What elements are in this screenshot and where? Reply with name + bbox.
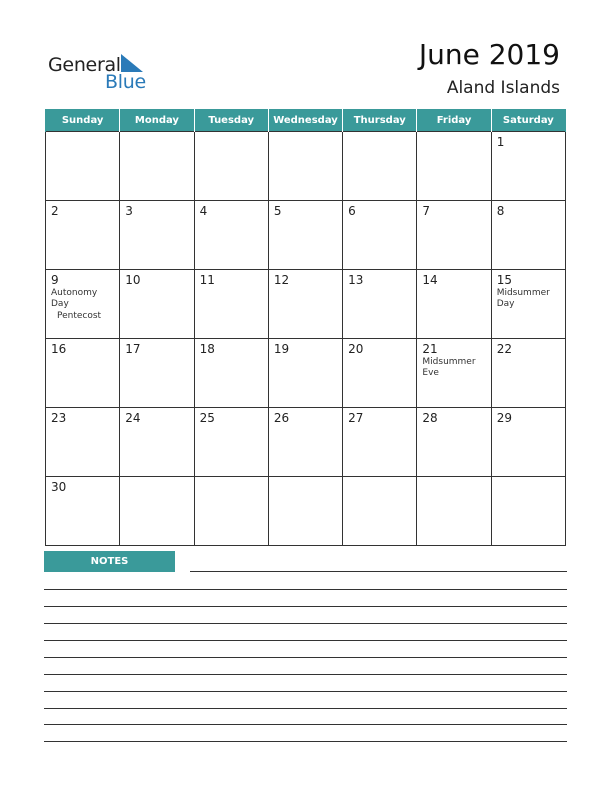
day-number: 28 [422,411,438,425]
calendar-day-cell [46,339,120,408]
holiday-label: Midsummer Eve [422,357,476,378]
weekday-header-row [46,109,566,132]
day-number: 16 [51,342,67,356]
calendar-day-cell [120,408,194,477]
day-number: 20 [348,342,364,356]
holiday-label: Midsummer Day [496,288,550,309]
calendar-day-cell [343,201,417,270]
notes-rule-line [44,623,567,624]
calendar-day-cell [194,201,268,270]
calendar-day-cell [268,477,342,546]
calendar-day-cell [46,201,120,270]
calendar-day-cell [417,201,491,270]
calendar-day-cell [268,201,342,270]
calendar-day-cell [46,408,120,477]
day-number: 6 [348,204,356,218]
weekday-header: Monday [120,109,194,132]
day-number: 26 [273,411,290,425]
notes-rule-line [44,741,567,742]
notes-rule-line [44,724,567,725]
day-number: 25 [199,411,215,425]
day-number: 13 [348,273,364,287]
day-number: 22 [496,342,512,356]
calendar-day-cell [120,201,194,270]
holiday-label: Pentecost [57,311,102,321]
logo-triangle-icon [121,54,143,72]
day-number: 12 [273,273,290,287]
day-number: 1 [496,135,505,149]
day-number: 19 [273,342,290,356]
calendar-day-cell [120,132,194,201]
calendar-week-row [46,270,566,339]
day-number: 2 [51,204,59,218]
calendar-day-cell [120,270,194,339]
weekday-header: Sunday [46,109,120,132]
calendar-day-cell [491,270,565,339]
notes-rule-line [44,674,567,675]
calendar-day-cell [491,408,565,477]
weekday-header: Friday [417,109,491,132]
day-number: 23 [51,411,67,425]
calendar-week-row [46,339,566,408]
calendar-day-cell [343,339,417,408]
calendar-day-cell [268,339,342,408]
calendar-day-cell [46,132,120,201]
calendar-day-cell [417,408,491,477]
calendar-day-cell [194,408,268,477]
notes-rule-line [44,691,567,692]
day-number: 8 [496,204,505,218]
notes-rule-line [190,571,567,572]
calendar-day-cell [194,339,268,408]
calendar-day-cell [120,339,194,408]
page-subtitle: Aland Islands [446,78,560,98]
calendar-day-cell [417,132,491,201]
day-number: 21 [422,342,438,356]
day-number: 3 [125,204,133,218]
calendar-day-cell [491,477,565,546]
notes-rule-line [44,657,567,658]
calendar-day-cell [194,132,268,201]
calendar-week-row [46,408,566,477]
calendar-day-cell [491,132,565,201]
calendar-week-row [46,201,566,270]
brand-general-text: General [48,54,121,76]
notes-rule-line [44,606,567,607]
notes-rule-line [44,708,567,709]
day-number: 24 [125,411,141,425]
calendar-day-cell [194,270,268,339]
day-number: 11 [199,273,215,287]
calendar-day-cell [491,201,565,270]
weekday-header: Wednesday [268,109,342,132]
calendar-day-cell [268,270,342,339]
calendar-week-row [46,132,566,201]
day-number: 29 [496,411,512,425]
day-number: 7 [422,204,431,218]
holiday-label: Autonomy Day [51,288,98,309]
day-number: 10 [125,273,141,287]
calendar-day-cell [194,477,268,546]
day-number: 30 [51,480,67,494]
day-number: 9 [51,273,59,287]
notes-label: NOTES [44,551,175,572]
day-number: 18 [199,342,215,356]
notes-rule-line [44,589,567,590]
calendar-day-cell [268,132,342,201]
calendar-day-cell [417,270,491,339]
brand-logo [48,52,158,94]
day-number: 27 [348,411,364,425]
calendar-day-cell [343,132,417,201]
weekday-header: Saturday [491,109,565,132]
notes-rule-line [44,640,567,641]
calendar-day-cell [343,477,417,546]
brand-blue-text: Blue [105,71,146,93]
day-number: 5 [273,204,282,218]
weekday-header: Thursday [343,109,417,132]
calendar-day-cell [417,477,491,546]
calendar-day-cell [491,339,565,408]
weekday-header: Tuesday [194,109,268,132]
calendar-day-cell [417,339,491,408]
day-number: 4 [199,204,208,218]
day-number: 17 [125,342,141,356]
calendar-grid [45,109,566,546]
calendar-day-cell [343,270,417,339]
page-title: June 2019 [418,38,560,71]
day-number: 15 [496,273,512,287]
calendar-day-cell [46,477,120,546]
calendar-day-cell [343,408,417,477]
calendar-week-row [46,477,566,546]
calendar-day-cell [120,477,194,546]
calendar-day-cell [268,408,342,477]
calendar-day-cell [46,270,120,339]
day-number: 14 [422,273,438,287]
